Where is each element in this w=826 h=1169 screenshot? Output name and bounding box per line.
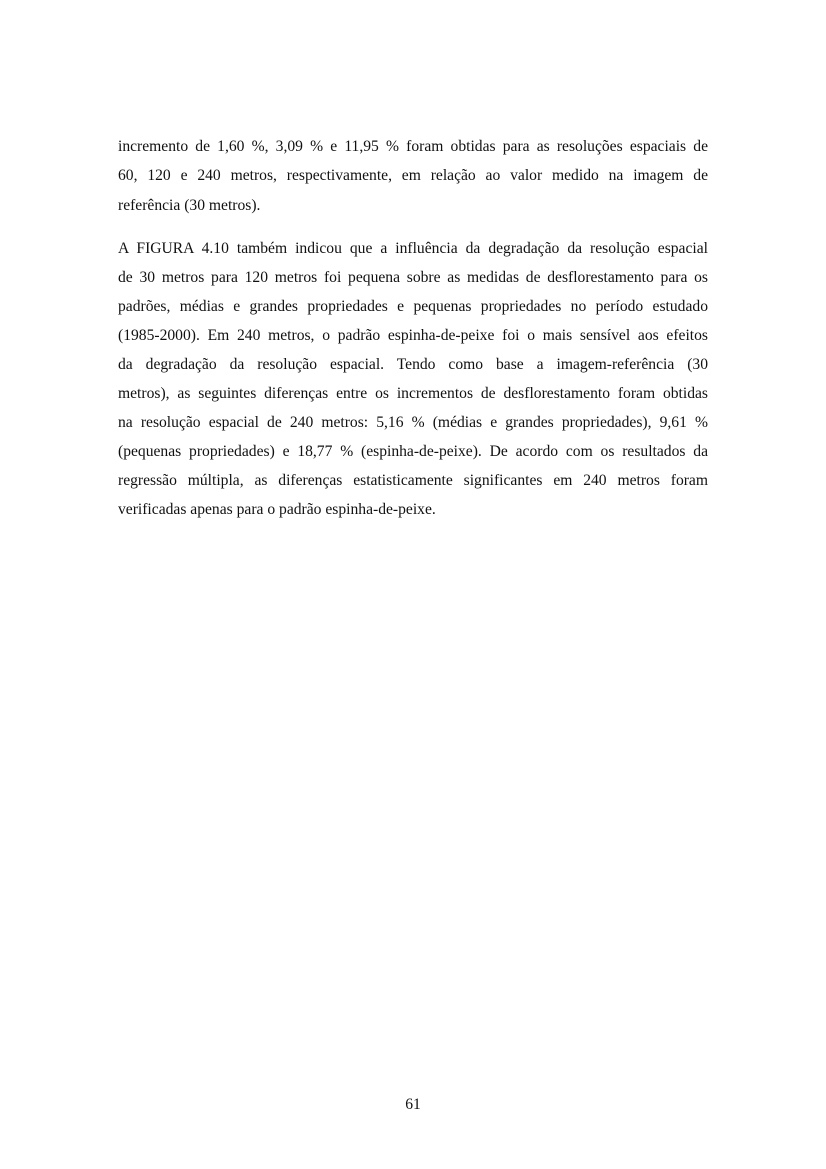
paragraph-2-line-1: A FIGURA 4.10 também indicou que a influência da degradação da resolução espacial — [118, 240, 708, 257]
page-number: 61 — [405, 1096, 421, 1113]
paragraph-2-line-7: na resolução espacial de 240 metros: 5,16 % (médias e grandes propriedades), 9,61 % — [118, 414, 708, 431]
paragraph-2-line-6: metros), as seguintes diferenças entre os incrementos de desflorestamento foram obtidas — [118, 385, 708, 402]
paragraph-2-line-4: (1985-2000). Em 240 metros, o padrão espinha-de-peixe foi o mais sensível aos efeitos — [118, 327, 708, 344]
paragraph-2-line-8: (pequenas propriedades) e 18,77 % (espinha-de-peixe). De acordo com os resultados da — [118, 443, 708, 460]
paragraph-2-line-9: regressão múltipla, as diferenças estatisticamente significantes em 240 metros foram — [118, 472, 708, 489]
paragraph-1-line-2: 60, 120 e 240 metros, respectivamente, em relação ao valor medido na imagem de — [118, 167, 708, 184]
paragraph-1-line-3: referência (30 metros). — [118, 197, 261, 214]
paragraph-2-line-10: verificadas apenas para o padrão espinha-de-peixe. — [118, 501, 436, 518]
paragraph-2-line-5: da degradação da resolução espacial. Tendo como base a imagem-referência (30 — [118, 356, 708, 373]
paragraph-2-line-2: de 30 metros para 120 metros foi pequena sobre as medidas de desflorestamento para os — [118, 269, 708, 286]
paragraph-2-line-3: padrões, médias e grandes propriedades e pequenas propriedades no período estudado — [118, 298, 708, 315]
paragraph-1-line-1: incremento de 1,60 %, 3,09 % e 11,95 % foram obtidas para as resoluções espaciais de — [118, 138, 708, 155]
